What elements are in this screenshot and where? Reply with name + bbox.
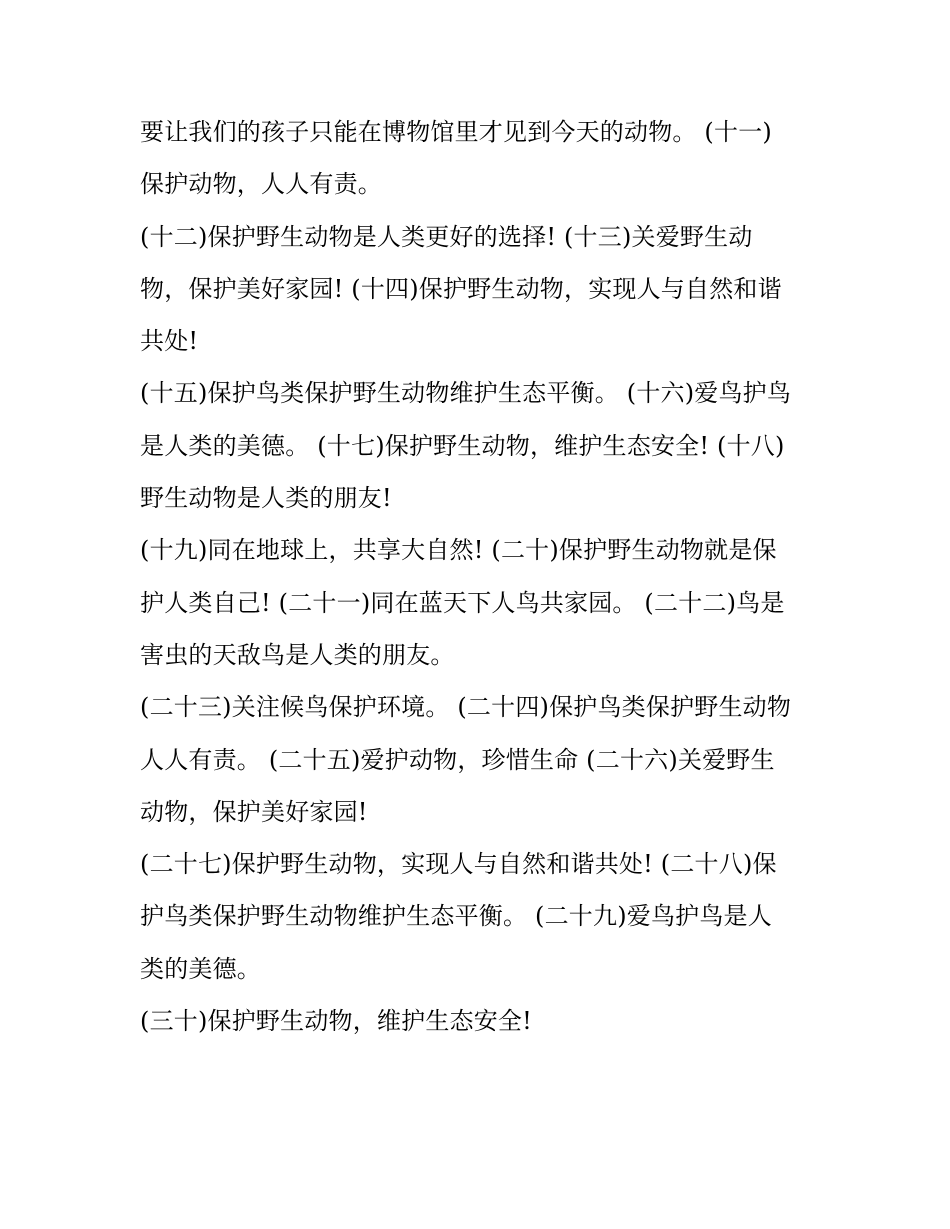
text-line: 要让我们的孩子只能在博物馆里才见到今天的动物。 (十一) <box>140 118 772 146</box>
text-line: 保护动物，人人有责。 <box>140 170 382 199</box>
text-line: (二十三)关注候鸟保护环境。 (二十四)保护鸟类保护野生动物 <box>140 693 792 722</box>
text-line: 人人有责。 (二十五)爱护动物，珍惜生命 (二十六)关爱野生 <box>140 745 775 774</box>
text-line: (十五)保护鸟类保护野生动物维护生态平衡。 (十六)爱鸟护鸟 <box>140 379 792 408</box>
text-line: 动物，保护美好家园! <box>140 797 368 826</box>
text-line: 护人类自己! (二十一)同在蓝天下人鸟共家园。 (二十二)鸟是 <box>140 588 785 617</box>
text-line: (二十七)保护野生动物，实现人与自然和谐共处! (二十八)保 <box>140 850 777 879</box>
text-line: (十九)同在地球上，共享大自然! (二十)保护野生动物就是保 <box>140 536 777 565</box>
text-line: 物，保护美好家园! (十四)保护野生动物，实现人与自然和谐 <box>140 274 782 303</box>
text-line: 护鸟类保护野生动物维护生态平衡。 (二十九)爱鸟护鸟是人 <box>140 902 772 931</box>
text-line: 是人类的美德。 (十七)保护野生动物，维护生态安全! (十八) <box>140 431 785 460</box>
text-line: (十二)保护野生动物是人类更好的选择! (十三)关爱野生动 <box>140 222 753 251</box>
document-body <box>140 106 820 1047</box>
text-line: 共处! <box>140 327 199 356</box>
text-line: 害虫的天敌鸟是人类的朋友。 <box>140 640 455 669</box>
text-line: 类的美德。 <box>140 954 261 983</box>
text-line: 野生动物是人类的朋友! <box>140 484 392 513</box>
text-line: (三十)保护野生动物，维护生态安全! <box>140 1007 532 1036</box>
